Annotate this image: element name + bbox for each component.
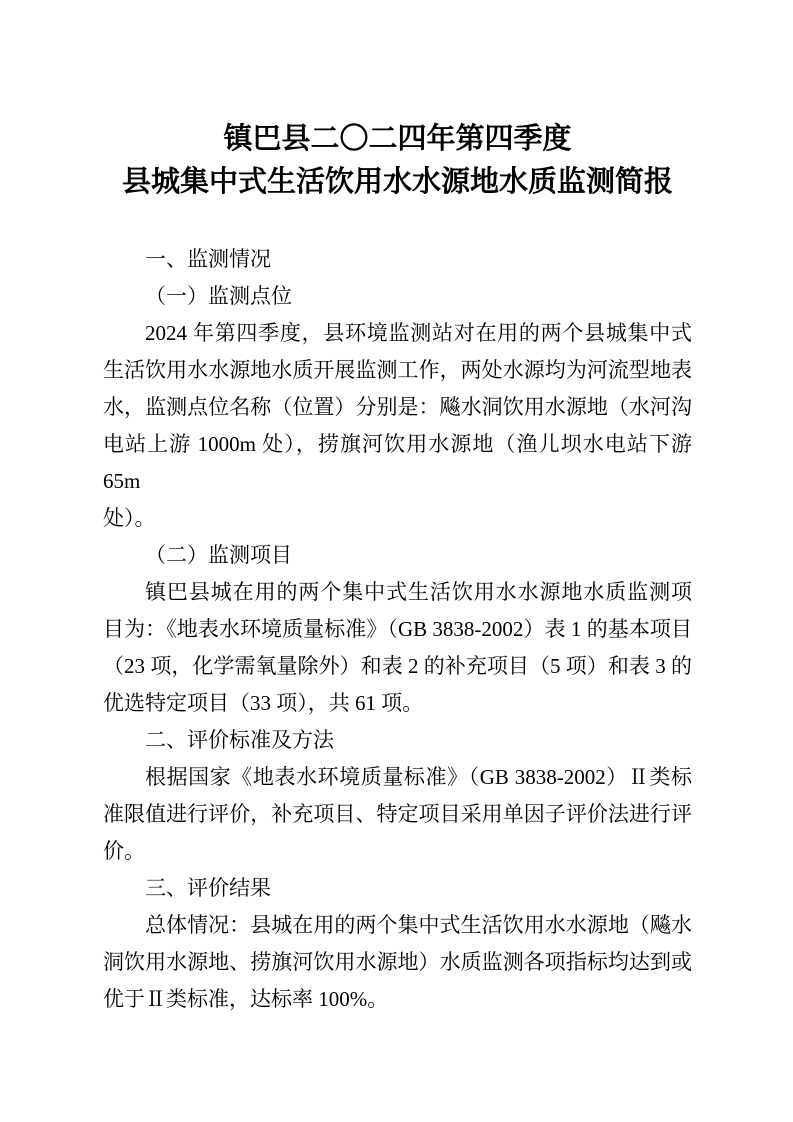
document-title-line-1: 镇巴县二〇二四年第四季度 xyxy=(223,123,572,155)
document-title xyxy=(103,118,692,204)
paragraph-monitoring-points xyxy=(103,315,692,537)
paragraph-line: （23 项，化学需氧量除外）和表 2 的补充项目（5 项）和表 3 的 xyxy=(103,654,692,678)
paragraph-line: 目为：《地表水环境质量标准》（GB 3838-2002）表 1 的基本项目 xyxy=(103,617,692,641)
paragraph-line: 2024 年第四季度，县环境监测站对在用的两个县城集中式 xyxy=(145,321,692,345)
paragraph-line: 价。 xyxy=(103,839,145,863)
paragraph-line: 镇巴县城在用的两个集中式生活饮用水水源地水质监测项 xyxy=(145,580,692,604)
paragraph-line: 洞饮用水源地、捞旗河饮用水源地）水质监测各项指标均达到或 xyxy=(103,950,692,974)
paragraph-line: 优选特定项目（33 项），共 61 项。 xyxy=(103,691,424,715)
paragraph-evaluation-results xyxy=(103,907,692,1018)
document-content xyxy=(103,241,692,1018)
paragraph-evaluation-standard xyxy=(103,759,692,870)
paragraph-line: 准限值进行评价，补充项目、特定项目采用单因子评价法进行评 xyxy=(103,802,692,826)
section-heading-monitoring: 一、监测情况 xyxy=(145,247,271,271)
paragraph-line: 电站上游 1000m 处），捞旗河饮用水源地（渔儿坝水电站下游 65m xyxy=(103,432,692,493)
paragraph-line: 总体情况：县城在用的两个集中式生活饮用水水源地（飚水 xyxy=(145,913,692,937)
subsection-heading-monitoring-items: （二）监测项目 xyxy=(145,543,292,567)
paragraph-line: 生活饮用水水源地水质开展监测工作，两处水源均为河流型地表 xyxy=(103,358,692,382)
paragraph-line: 根据国家《地表水环境质量标准》（GB 3838-2002）Ⅱ类标 xyxy=(145,765,692,789)
paragraph-monitoring-items xyxy=(103,574,692,722)
paragraph-line: 水，监测点位名称（位置）分别是：飚水洞饮用水源地（水河沟 xyxy=(103,395,692,419)
paragraph-line: 优于Ⅱ类标准，达标率 100%。 xyxy=(103,987,389,1011)
section-heading-evaluation-standard: 二、评价标准及方法 xyxy=(145,728,334,752)
paragraph-line: 处）。 xyxy=(103,506,156,530)
document-title-line-2: 县城集中式生活饮用水水源地水质监测简报 xyxy=(121,166,673,198)
subsection-heading-monitoring-points: （一）监测点位 xyxy=(145,284,292,308)
section-heading-evaluation-results: 三、评价结果 xyxy=(145,876,271,900)
